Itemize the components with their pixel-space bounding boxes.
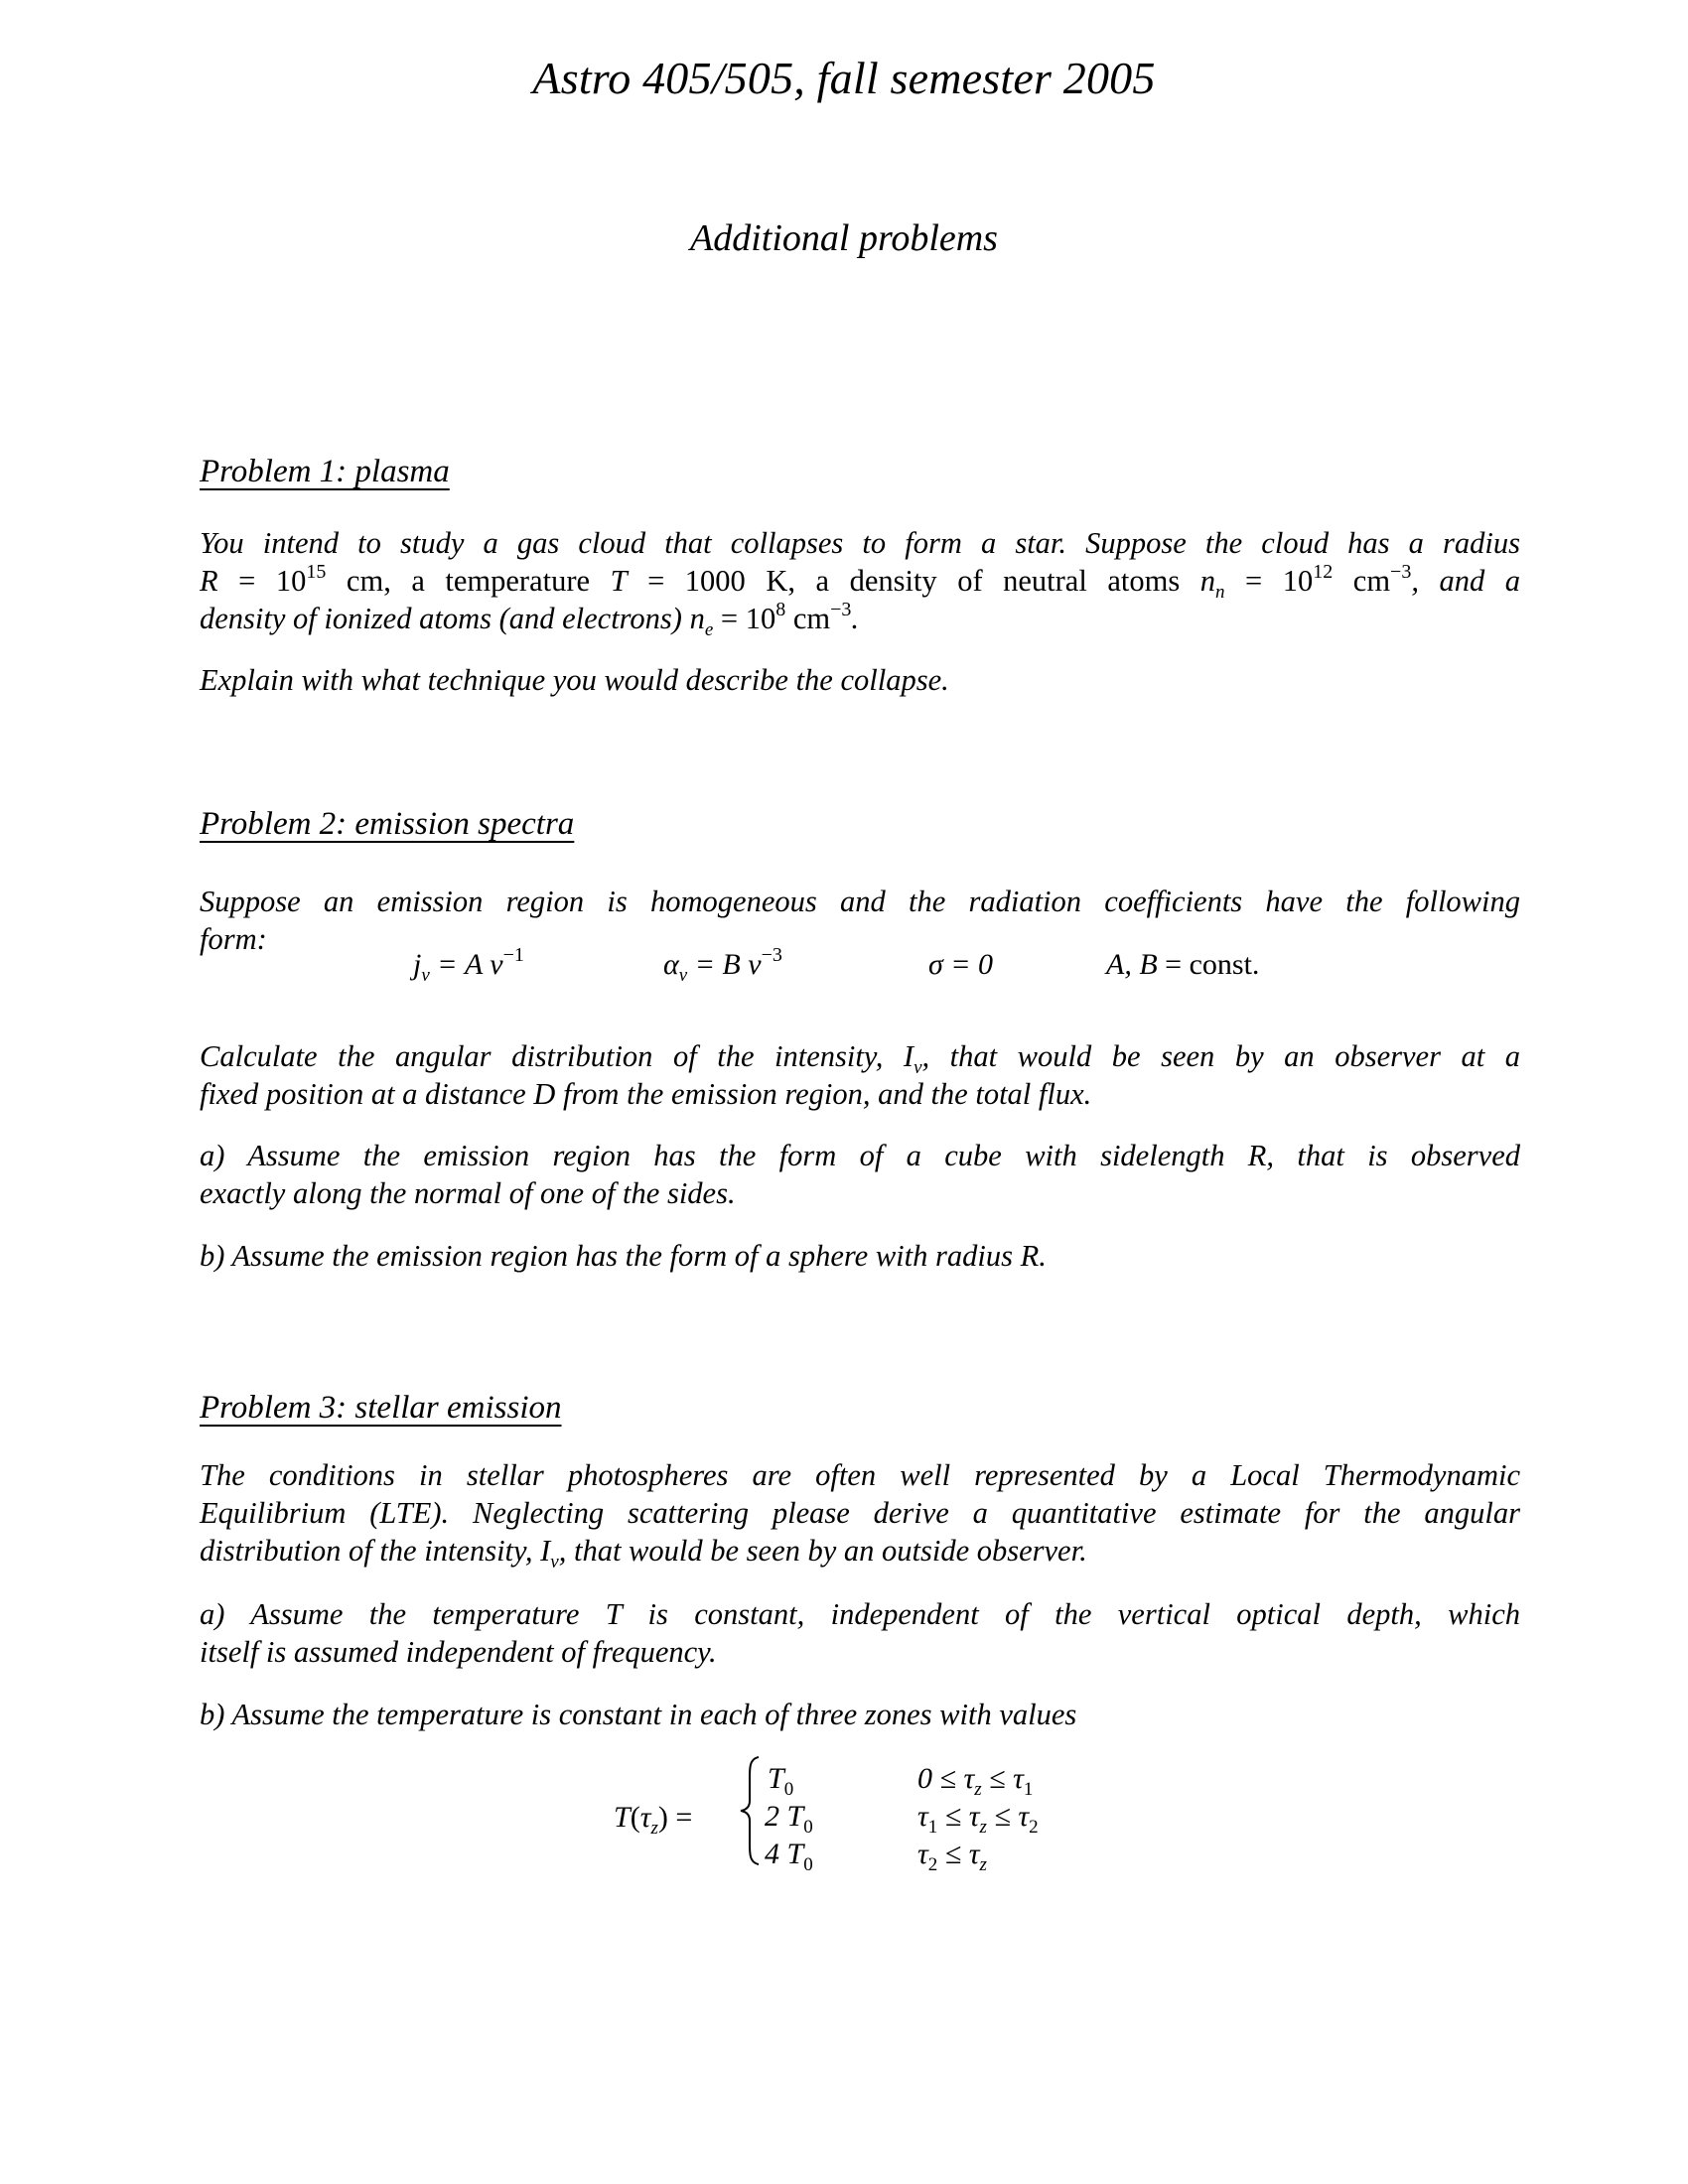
piecewise-case-2-value: 2 $T_0$ <box>765 1800 813 1838</box>
piecewise-case-1-value: $T_0$ <box>768 1762 794 1800</box>
problem-1-question: Explain with what technique you would describe the collapse. <box>200 663 949 697</box>
equation-constants: A, B = const. <box>1106 948 1260 981</box>
problem-1-intro-line-2: $R = 10^{15}$ cm, a temperature T = 1000 K, a density of neutral atoms $n_n = 10^{12}$ $cm^{-3}$, and a <box>200 561 1521 603</box>
problem-2-part-a-line-1: a) Assume the emission region has the form of a cube with sidelength R, that is observed <box>200 1139 1520 1172</box>
problem-3-part-b: b) Assume the temperature is constant in each of three zones with values <box>200 1698 1077 1731</box>
piecewise-case-1-condition: $0 \le \tau_z \le \tau_1$ <box>917 1762 1034 1800</box>
piecewise-case-3-value: 4 $T_0$ <box>765 1838 813 1875</box>
problem-2-question-line-1: Calculate the angular distribution of the intensity, $I_\nu$, that would be seen by an observer at a <box>200 1039 1520 1078</box>
problem-2-intro-line-2: form: <box>200 922 267 956</box>
problem-2-question-line-2: fixed position at a distance D from the emission region, and the total flux. <box>200 1077 1092 1111</box>
problem-2-intro-line-1: Suppose an emission region is homogeneous and the radiation coefficients have the following <box>200 885 1520 918</box>
problem-1-intro-line-3: density of ionized atoms (and electrons) $n_e = 10^8$ $cm^{-3}$. <box>200 599 860 640</box>
document-title: Astro 405/505, fall semester 2005 <box>532 53 1156 103</box>
problem-2-part-a-line-2: exactly along the normal of one of the sides. <box>200 1176 736 1210</box>
problem-3-intro-line-1: The conditions in stellar photospheres are often well represented by a Local Thermodynamic <box>200 1458 1520 1492</box>
piecewise-case-3-condition: $\tau_2 \le \tau_z$ <box>917 1838 987 1875</box>
problem-2-part-b: b) Assume the emission region has the form of a sphere with radius R. <box>200 1239 1047 1273</box>
piecewise-case-2-condition: $\tau_1 \le \tau_z \le \tau_2$ <box>917 1800 1039 1838</box>
problem-2-heading: Problem 2: emission spectra <box>200 806 575 842</box>
problem-3-heading: Problem 3: stellar emission <box>200 1390 562 1426</box>
problem-3-intro-line-3: distribution of the intensity, $I_\nu$, that would be seen by an outside observer. <box>200 1534 1087 1572</box>
left-brace-icon <box>739 1755 761 1871</box>
problem-3-part-a-line-2: itself is assumed independent of frequency. <box>200 1635 717 1669</box>
equation-scattering-coefficient: σ = 0 <box>928 948 994 981</box>
piecewise-lhs: $T(\tau_z)$ = <box>614 1801 693 1839</box>
problem-1-intro-line-1: You intend to study a gas cloud that collapses to form a star. Suppose the cloud has a radius <box>200 526 1520 560</box>
problem-1-heading: Problem 1: plasma <box>200 454 450 489</box>
problem-3-part-a-line-1: a) Assume the temperature T is constant, independent of the vertical optical depth, which <box>200 1597 1520 1631</box>
equation-emission-coefficient: $j_\nu = A$ $\nu^{-1}$ <box>413 944 524 986</box>
problem-3-intro-line-2: Equilibrium (LTE). Neglecting scattering please derive a quantitative estimate for the angular <box>200 1496 1520 1530</box>
equation-absorption-coefficient: $\alpha_\nu = B$ $\nu^{-3}$ <box>663 944 782 986</box>
document-subtitle: Additional problems <box>690 217 998 259</box>
